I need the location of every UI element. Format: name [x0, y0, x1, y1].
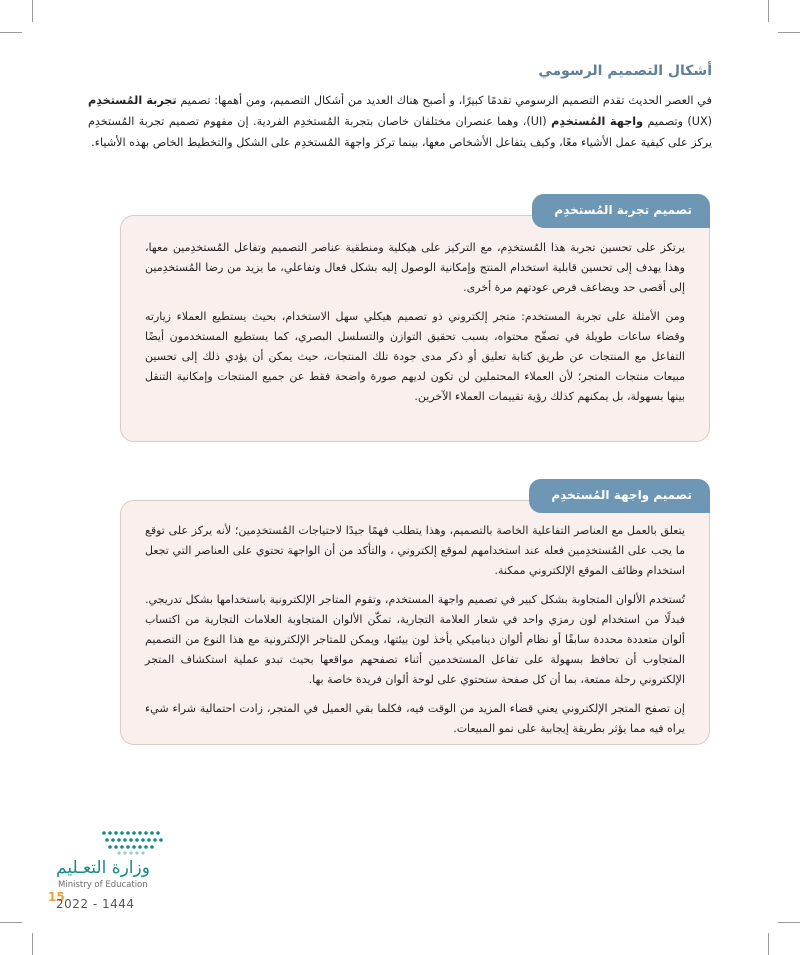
ux-card: [120, 203, 710, 442]
crop-mark: [0, 922, 22, 923]
ux-paragraph: يرتكز على تحسين تجربة هذا المُستخدِم، مع التركيز على هيكلية ومنطقية عناصر التصميم وتفاعل المُستخدِمين معها، وهذا يهدف إلى تحسين قابلية استخدام المنتج وإمكانية الوصول إليه بشكل فعال وتفاعلي، ما يزيد من رضا المُستخدِمين إلى أقصى حد ويضاعف فرص عودتهم مرة أخرى.: [145, 241, 685, 294]
ux-example-paragraph: ومن الأمثلة على تجربة المستخدم: متجر إلكتروني ذو تصميم هيكلي سهل الاستخدام، بحيث يستطيع العملاء زيارته وقضاء ساعات طويلة في تصفّح محتواه، بسبب تحقيق التوازن والتسلسل البصري، كما يستطيع المستخدمون أيضًا التفاعل مع المنتجات عن طريق كتابة تعليق أو ذكر مدى جودة تلك المنتجات، حيث يمكن أن يؤدي ذلك إلى تحسين مبيعات منتجات المتجر؛ لأن العملاء المحتملين لن تكون لديهم صورة واضحة فقط عن جميع المنتجات وإمكانية التنقل بينها بسهولة، بل يمكنهم كذلك رؤية تقييمات العملاء الآخرين.: [145, 310, 685, 403]
crop-mark: [778, 922, 800, 923]
crop-mark: [32, 0, 33, 22]
intro-paragraph: [88, 90, 712, 153]
crop-mark: [32, 933, 33, 955]
intro-text-2: (UX) وتصميم: [643, 115, 713, 128]
crop-mark: [0, 32, 22, 33]
ministry-logo: [56, 828, 176, 888]
ui-paragraph-2: تُستخدم الألوان المتجاوبة بشكل كبير في تصميم واجهة المستخدم، وتقوم المتاجر الإلكترونية باستخدامها بشكل تدريجي. فبدلًا من استخدام لون رمزي واحد في شعار العلامة التجارية، تمكّن الألوان المتجاوبة العلامات التجارية من اكتساب ألوان متعددة محددة سابقًا أو نظام ألوان ديناميكي يأخذ لون بيئتها، ويمكن للمتاجر الإلكترونية مع هذا النوع من التصميم المتجاوب أن تحافظ بسهولة على تفاعل المستخدمين أثناء تصفحهم مواقعها بحيث تبدو عملية استكشاف المتجر الإلكتروني رحلة ممتعة، بما أن كل صفحة ستحتوي على لوحة ألوان فريدة خاصة بها.: [145, 593, 685, 686]
ux-card-body: [145, 238, 685, 416]
intro-term-ui: واجهة المُستخدِم: [551, 115, 644, 128]
ux-card-title: تصميم تجربة المُستخدِم: [532, 194, 710, 228]
ui-card-title: تصميم واجهة المُستخدِم: [529, 479, 710, 513]
intro-text-1: في العصر الحديث تقدم التصميم الرسومي تقدمًا كبيرًا، و أصبح هناك العديد من أشكال التصميم، ومن أهمها: تصميم: [176, 94, 712, 107]
section-title: أشكال التصميم الرسومي: [538, 63, 712, 79]
ui-card-body: [145, 521, 685, 748]
ui-card: [120, 488, 710, 745]
ministry-name-arabic: وزارة التعـليم: [56, 858, 150, 878]
intro-text-3: (UI)، وهما عنصران مختلفان خاصان بتجربة المُستخدِم الفردية. إن مفهوم تصميم تجربة المُستخدِم يركز على كيفية عمل الأشياء معًا، وكيف يتفاعل الأشخاص معها، بينما تركز واجهة المُستخدِم على الشكل والتخطيط الخاص بهذه الأشياء.: [88, 115, 712, 149]
intro-term-ux: تجربة المُستخدِم: [88, 94, 177, 107]
page-number: 15: [48, 890, 65, 904]
ministry-name-english: Ministry of Education: [58, 880, 148, 890]
ministry-logo-dots-icon: [100, 828, 166, 856]
crop-mark: [768, 0, 769, 22]
crop-mark: [768, 933, 769, 955]
ui-paragraph-3: إن تصفح المتجر الإلكتروني يعني قضاء المزيد من الوقت فيه، فكلما بقي العميل في المتجر، زادت احتمالية شراء شيء يراه فيه مما يؤثر بطريقة إيجابية على نمو المبيعات.: [145, 702, 685, 735]
ui-paragraph-1: يتعلق بالعمل مع العناصر التفاعلية الخاصة بالتصميم، وهذا يتطلب فهمًا جيدًا لاحتياجات المُستخدِمين؛ لأنه يركز على توقع ما يجب على المُستخدِمين فعله عند استخدامهم لموقع إلكتروني ، والتأكد من أن الواجهة تحتوي على العناصر التي تجعل استخدام وظائف الموقع الإلكتروني ممكنة.: [145, 524, 685, 577]
crop-mark: [778, 32, 800, 33]
edition-year: 2022 - 1444: [56, 897, 135, 911]
